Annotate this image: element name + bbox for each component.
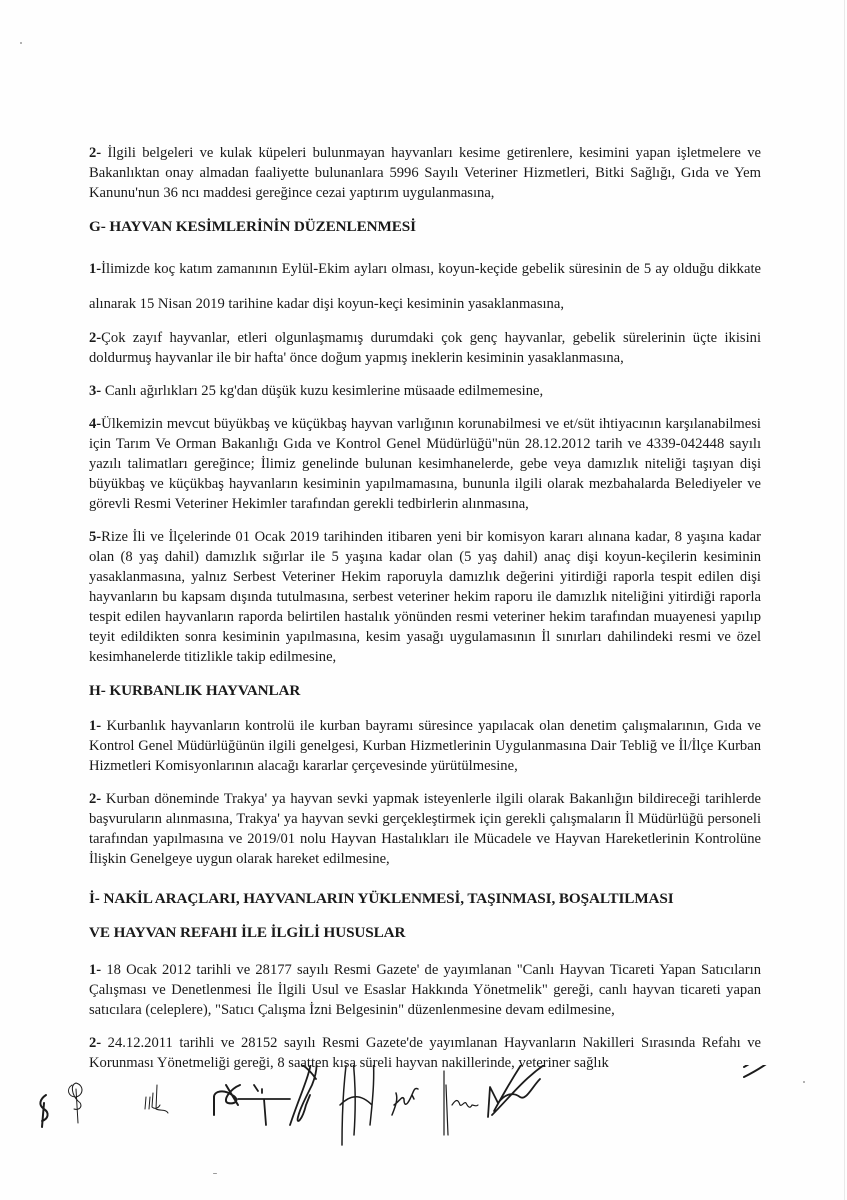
signature-5: [236, 1065, 316, 1125]
paragraph-text: Ülkemizin mevcut büyükbaş ve küçükbaş hayvan varlığının korunabilmesi ve et/süt ihtiyacının karşılanabilmesi için Tarım Ve Orman Bakanlığı Gıda ve Kontrol Genel Müdürlüğü"nün 28.12.2012 tarih ve 4339-042448 sayılı yazılı talimatları gereğince; İlimiz genelinde bulunan kesimhanelerde, gebe veya damızlık niteliği taşıyan dişi büyükbaş ve küçükbaş hayvanların kesiminin yapılmamasına, bununla ilgili olarak mezbahalarda Belediyeler ve görevli Resmi Veteriner Hekimler tarafından gerekli tedbirlerin alınmasına,: [89, 416, 761, 512]
item-number: 1-: [89, 962, 102, 978]
item-number: 2-: [89, 1035, 102, 1051]
item-number: 4-: [89, 416, 102, 432]
paragraph-text: Kurban döneminde Trakya' ya hayvan sevki yapmak isteyenlerle ilgili olarak Bakanlığın bildireceği tarihlerde başvuruların alınmasına, Trakya' ya hayvan sevki gerçekleştirmek için gerekli çalışmaların İl Müdürlüğü personeli tarafından yapılmasına ve 2019/01 nolu Hayvan Hastalıkları ile Mücadele ve Hayvan Hareketlerinin Kontrolüne İlişkin Genelgeye uygun olarak hareket edilmesine,: [89, 791, 761, 867]
paragraph-text: İlgili belgeleri ve kulak küpeleri bulunmayan hayvanları kesime getirenlere, kesimini yapan işletmelere ve Bakanlıktan onay almadan faaliyette bulunanlara 5996 Sayılı Veteriner Hizmetleri, Bitki Sağlığı, Gıda ve Yem Kanunu'nun 36 ncı maddesi gereğince cezai yaptırım uygulanmasına,: [89, 145, 761, 201]
scan-speck: [803, 1081, 805, 1083]
paragraph-g1: [89, 252, 761, 322]
paragraph-h1: [89, 716, 761, 776]
paragraph-text: Rize İli ve İlçelerinde 01 Ocak 2019 tarihinden itibaren yeni bir komisyon kararı alınana kadar, 8 yaşına kadar olan (8 yaş dahil) damızlık sığırlar ile 5 yaşına kadar olan (5 yaş dahil) anaç dişi koyun-keçilerin kesiminin yasaklanmasına, yalnız Serbest Veteriner Hekim raporuyla damızlık değerini yitirdiği raporla tespit edilen dişi hayvanların bu kapsam dışında tutulmasına, serbest veteriner hekim raporu ile damızlık niteliğini yitirdiği raporla tespit edilen hayvanların raporda belirtilen hastalık yönünden resmi veteriner hekim tarafından muayenesi yapılıp teyit edildikten sonra kesiminin yapılmasına, kesim yasağı uygulamasının İl sınırları dahilindeki resmi ve özel kesimhanelerde titizlikle takip edilmesine,: [89, 529, 761, 665]
signature-11: [744, 1065, 782, 1077]
paragraph-f2: [89, 143, 761, 203]
scan-speck: [213, 1173, 217, 1174]
signature-4: [214, 1085, 240, 1115]
paragraph-h2: [89, 789, 761, 869]
item-number: 1-: [89, 718, 102, 734]
item-number: 3-: [89, 383, 102, 399]
paragraph-text: Canlı ağırlıkları 25 kg'dan düşük kuzu kesimlerine müsaade edilmemesine,: [101, 383, 544, 399]
signature-8: [392, 1088, 418, 1115]
paragraph-i1: [89, 960, 761, 1020]
item-number: 1-: [89, 261, 102, 277]
item-number: 2-: [89, 330, 102, 346]
paragraph-text: 24.12.2011 tarihli ve 28152 sayılı Resmi Gazete'de yayımlanan Hayvanların Nakilleri Sırasında Refahı ve Korunması Yönetmeliği gereği, 8 saatten kısa süreli hayvan nakillerinde, veteriner sağlık: [89, 1035, 761, 1071]
signature-1: [40, 1095, 47, 1127]
item-number: 5-: [89, 529, 102, 545]
signature-3: [145, 1085, 168, 1113]
signature-2: [69, 1083, 82, 1123]
paragraph-g4: [89, 414, 761, 514]
section-heading-line-2: VE HAYVAN REFAHI İLE İLGİLİ HUSUSLAR: [89, 924, 406, 941]
section-heading-g: G- HAYVAN KESİMLERİNİN DÜZENLENMESİ: [89, 218, 416, 235]
section-heading-h: H- KURBANLIK HAYVANLAR: [89, 682, 301, 699]
document-body: [89, 143, 761, 1086]
paragraph-g5: [89, 527, 761, 667]
section-heading-i: [89, 882, 761, 950]
scan-speck: [20, 42, 22, 44]
signature-9: [444, 1071, 478, 1135]
scan-edge-line: [844, 0, 845, 1200]
paragraph-text: Kurbanlık hayvanların kontrolü ile kurban bayramı süresince yapılacak olan denetim çalışmalarının, Gıda ve Kontrol Genel Müdürlüğünün ilgili genelgesi, Kurban Hizmetlerinin Uygulanmasına Dair Tebliğ ve İl/İlçe Kurban Hizmetleri Komisyonlarının alacağı kararlar çerçevesinde yürütülmesine,: [89, 718, 761, 774]
signature-7: [340, 1065, 374, 1145]
paragraph-text: İlimizde koç katım zamanının Eylül-Ekim ayları olması, koyun-keçide gebelik süresinin de 5 ay olduğu dikkate alınarak 15 Nisan 2019 tarihine kadar dişi koyun-keçi kesiminin yasaklanmasına,: [89, 261, 761, 312]
section-heading-line-1: İ- NAKİL ARAÇLARI, HAYVANLARIN YÜKLENMESİ, TAŞINMASI, BOŞALTILMASI: [89, 890, 674, 907]
paragraph-g2: [89, 328, 761, 368]
signature-10: [488, 1065, 556, 1117]
item-number: 2-: [89, 791, 102, 807]
paragraph-g3: [89, 381, 761, 401]
item-number: 2-: [89, 145, 102, 161]
paragraph-text: 18 Ocak 2012 tarihli ve 28177 sayılı Resmi Gazete' de yayımlanan "Canlı Hayvan Ticareti Yapan Satıcıların Çalışması ve Denetlenmesi İle İlgili Usul ve Esaslar Hakkında Yönetmelik" gereği, canlı hayvan ticareti yapan satıcılara (celeplere), "Satıcı Çalışma İzni Belgesinin" düzenlenmesine devam edilmesine,: [89, 962, 761, 1018]
paragraph-text: Çok zayıf hayvanlar, etleri olgunlaşmamış durumdaki çok genç hayvanlar, gebelik sürelerinin üçte ikisini doldurmuş hayvanlar ile bir hafta' önce doğum yapmış ineklerin kesiminin yasaklanmasına,: [89, 330, 761, 366]
signature-row: [0, 1065, 847, 1200]
